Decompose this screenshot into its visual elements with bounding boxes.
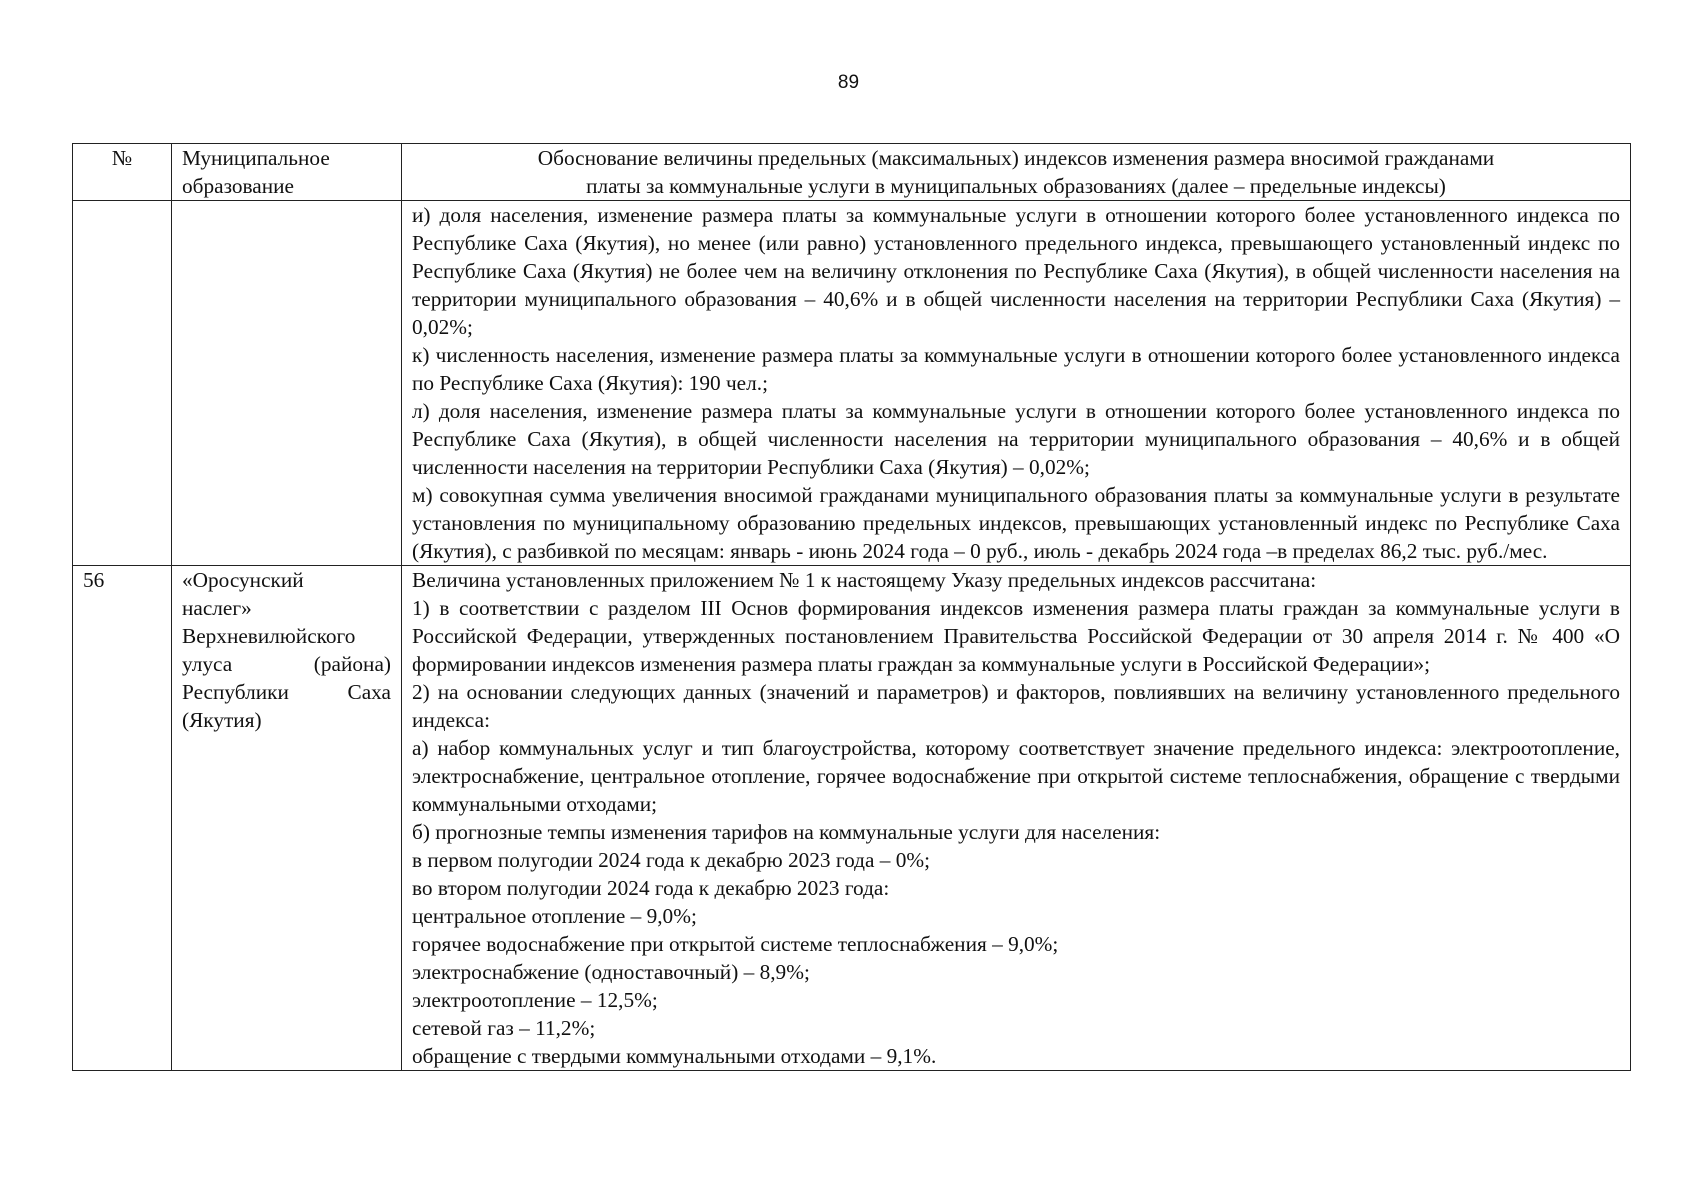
row-number — [73, 201, 172, 566]
table-row — [73, 201, 1631, 566]
paragraph: 1) в соответствии с разделом III Основ формирования индексов изменения размера платы граждан за коммунальные услуги в Российской Федерации, утвержденных постановлением Правительства Российской Федерации от 30 апреля 2014 г. № 400 «О формировании индексов изменения размера платы граждан за коммунальные услуги в Российской Федерации»; — [412, 596, 1620, 676]
municipality-line: наслег» — [182, 596, 252, 620]
paragraph: Величина установленных приложением № 1 к настоящему Указу предельных индексов рассчитана: — [412, 568, 1317, 592]
paragraph: к) численность населения, изменение размера платы за коммунальные услуги в отношении которого более установленного индекса по Республике Саха (Якутия): 190 чел.; — [412, 343, 1620, 395]
row-number: 56 — [73, 566, 172, 1071]
page-number: 89 — [837, 72, 860, 93]
municipality-line: «Оросунский — [182, 568, 304, 592]
paragraph: электроснабжение (одноставочный) – 8,9%; — [412, 960, 810, 984]
municipality-line: улуса (района) — [182, 652, 391, 676]
row-description — [402, 201, 1631, 566]
table-row — [73, 566, 1631, 1071]
header-description-line: Обоснование величины предельных (максимальных) индексов изменения размера вносимой гражданами — [537, 146, 1495, 170]
paragraph: горячее водоснабжение при открытой системе теплоснабжения – 9,0%; — [412, 932, 1059, 956]
paragraph: б) прогнозные темпы изменения тарифов на коммунальные услуги для населения: — [412, 820, 1161, 844]
paragraph: 2) на основании следующих данных (значений и параметров) и факторов, повлиявших на величину установленного предельного индекса: — [412, 680, 1620, 732]
row-municipality — [172, 201, 402, 566]
index-justification-table — [72, 143, 1631, 1071]
municipality-line: Верхневилюйского — [182, 624, 356, 648]
paragraph: во втором полугодии 2024 года к декабрю 2023 года: — [412, 876, 890, 900]
header-description — [402, 144, 1631, 201]
paragraph: электроотопление – 12,5%; — [412, 988, 658, 1012]
row-description — [402, 566, 1631, 1071]
paragraph: а) набор коммунальных услуг и тип благоустройства, которому соответствует значение предельного индекса: электроотопление, электроснабжение, центральное отопление, горячее водоснабжение при открытой системе теплоснабжения, обращение с твердыми коммунальными отходами; — [412, 736, 1620, 816]
paragraph: м) совокупная сумма увеличения вносимой гражданами муниципального образования платы за коммунальные услуги в результате установления по муниципальному образованию предельных индексов, превышающих установленный индекс по Республике Саха (Якутия), с разбивкой по месяцам: январь - июнь 2024 года – 0 руб., июль - декабрь 2024 года –в пределах 86,2 тыс. руб./мес. — [412, 483, 1620, 563]
header-municipality-line: образование — [182, 174, 294, 198]
header-description-line: платы за коммунальные услуги в муниципальных образованиях (далее – предельные индексы) — [586, 174, 1446, 198]
paragraph: в первом полугодии 2024 года к декабрю 2023 года – 0%; — [412, 848, 931, 872]
paragraph: л) доля населения, изменение размера платы за коммунальные услуги в отношении которого более установленного индекса по Республике Саха (Якутия), в общей численности населения на территории муниципального образования – 40,6% и в общей численности населения на территории Республики Саха (Якутия) – 0,02%; — [412, 399, 1620, 479]
row-municipality — [172, 566, 402, 1071]
paragraph: сетевой газ – 11,2%; — [412, 1016, 596, 1040]
municipality-line: Республики Саха — [182, 680, 391, 704]
header-municipality-line: Муниципальное — [182, 146, 330, 170]
municipality-line: (Якутия) — [182, 708, 262, 732]
paragraph: центральное отопление – 9,0%; — [412, 904, 697, 928]
paragraph: обращение с твердыми коммунальными отходами – 9,1%. — [412, 1044, 937, 1068]
header-number: № — [73, 144, 172, 201]
paragraph: и) доля населения, изменение размера платы за коммунальные услуги в отношении которого более установленного индекса по Республике Саха (Якутия), но менее (или равно) установленного предельного индекса, превышающего установленный индекс по Республике Саха (Якутия) не более чем на величину отклонения по Республике Саха (Якутия), в общей численности населения на территории муниципального образования – 40,6% и в общей численности населения на территории Республики Саха (Якутия) – 0,02%; — [412, 203, 1620, 339]
header-municipality — [172, 144, 402, 201]
table-header-row — [73, 144, 1631, 201]
